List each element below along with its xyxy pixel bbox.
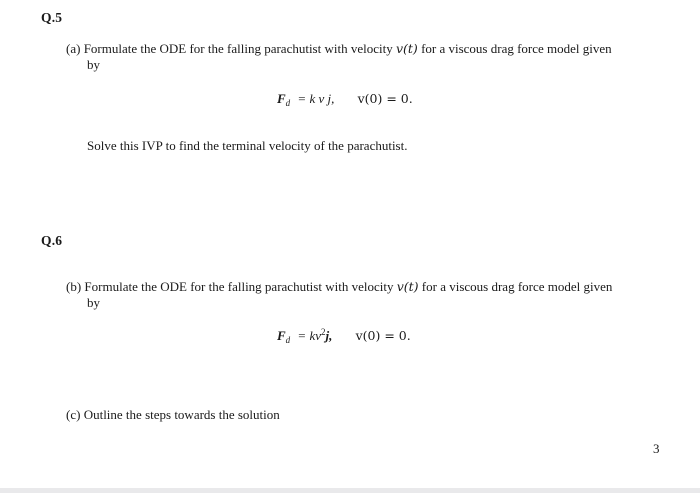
part-a-label: (a) bbox=[66, 41, 81, 56]
part-b-line1: Formulate the ODE for the falling parachutist with velocity bbox=[84, 279, 394, 294]
part-a-line1: Formulate the ODE for the falling parachutist with velocity bbox=[83, 41, 393, 56]
drag-force-exponent: 2 bbox=[320, 327, 326, 337]
question-5a-instruction: Solve this IVP to find the terminal velocity of the parachutist. bbox=[87, 138, 408, 153]
equation-a bbox=[277, 91, 413, 108]
drag-force-rhs: = k v j, bbox=[297, 91, 335, 106]
drag-force-rhs-post: j, bbox=[325, 328, 333, 343]
part-b-line1-end: for a viscous drag force model given bbox=[421, 279, 613, 294]
question-6c-text bbox=[66, 407, 280, 423]
part-c-label: (c) bbox=[66, 407, 81, 422]
page-number: 3 bbox=[653, 441, 660, 456]
initial-condition: v(0) = 0. bbox=[355, 328, 411, 343]
drag-force-rhs-pre: = kv bbox=[297, 328, 321, 343]
drag-force-symbol: F bbox=[277, 328, 286, 343]
equation-b bbox=[277, 327, 411, 345]
question-5a-text bbox=[66, 41, 666, 73]
initial-condition: v(0) = 0. bbox=[357, 91, 413, 106]
drag-force-subscript: d bbox=[285, 335, 291, 345]
page-bottom-edge bbox=[0, 488, 700, 493]
part-a-line1-end: for a viscous drag force model given bbox=[421, 41, 612, 56]
part-a-velocity-var: v(t) bbox=[395, 41, 418, 56]
question-6-heading: Q.6 bbox=[41, 233, 63, 248]
drag-force-symbol: F bbox=[277, 91, 286, 106]
part-a-line2: by bbox=[87, 57, 100, 72]
part-b-label: (b) bbox=[66, 279, 82, 294]
question-6b-text bbox=[66, 279, 666, 311]
drag-force-subscript: d bbox=[285, 98, 291, 108]
part-c-text: Outline the steps towards the solution bbox=[83, 407, 280, 422]
question-5-heading: Q.5 bbox=[41, 10, 63, 25]
part-b-line2: by bbox=[87, 295, 100, 310]
part-b-velocity-var: v(t) bbox=[396, 279, 419, 294]
